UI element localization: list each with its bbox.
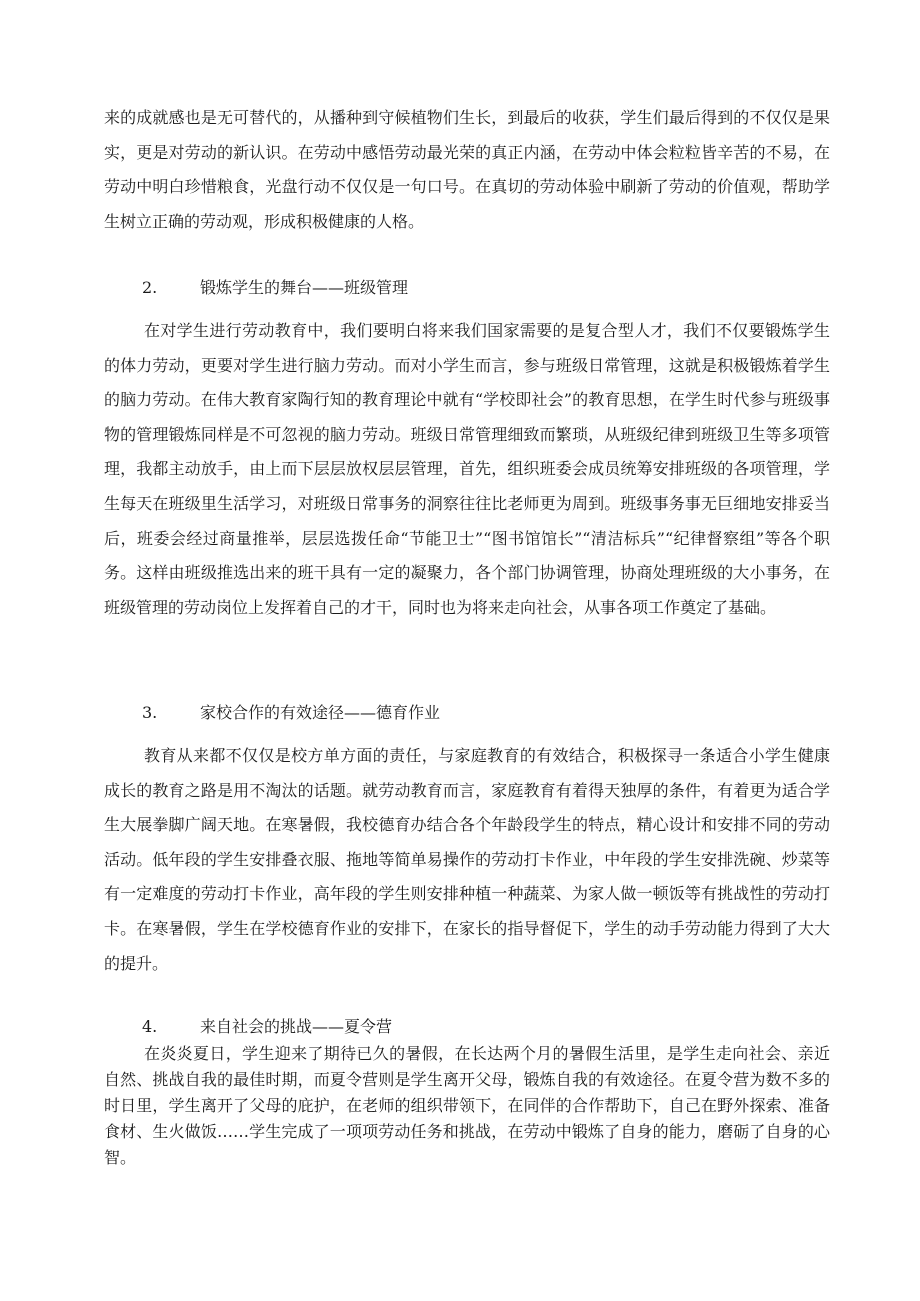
- section-number: 4.: [142, 1017, 158, 1036]
- section-title: 家校合作的有效途径——德育作业: [200, 703, 441, 722]
- intro-paragraph: 来的成就感也是无可替代的，从播种到守候植物们生长，到最后的收获，学生们最后得到的不仅仅是果实，更是对劳动的新认识。在劳动中感悟劳动最光荣的真正内涵，在劳动中体会粒粒皆辛苦的不易，在劳动中明白珍惜粮食，光盘行动不仅仅是一句口号。在真切的劳动体验中刷新了劳动的价值观，帮助学生树立正确的劳动观，形成积极健康的人格。: [104, 108, 830, 231]
- section-heading-4: [142, 1015, 392, 1039]
- section-body-2: 在对学生进行劳动教育中，我们要明白将来我们国家需要的是复合型人才，我们不仅要锻炼学生的体力劳动，更要对学生进行脑力劳动。而对小学生而言，参与班级日常管理，这就是积极锻炼着学生的脑力劳动。在伟大教育家陶行知的教育理论中就有“学校即社会”的教育思想，在学生时代参与班级事物的管理锻炼同样是不可忽视的脑力劳动。班级日常管理细致而繁琐，从班级纪律到班级卫生等多项管理，我都主动放手，由上而下层层放权层层管理，首先，组织班委会成员统筹安排班级的各项管理，学生每天在班级里生活学习，对班级日常事务的洞察往往比老师更为周到。班级事务事无巨细地安排妥当后，班委会经过商量推举，层层选拨任命“节能卫士”“图书馆馆长”“清洁标兵”“纪律督察组”等各个职务。这样由班级推选出来的班干具有一定的凝聚力，各个部门协调管理，协商处理班级的大小事务，在班级管理的劳动岗位上发挥着自己的才干，同时也为将来走向社会，从事各项工作奠定了基础。: [104, 321, 830, 617]
- section-heading-3: [142, 701, 440, 725]
- section-title: 锻炼学生的舞台——班级管理: [200, 278, 409, 297]
- section-title: 来自社会的挑战——夏令营: [200, 1017, 393, 1036]
- section-number: 3.: [142, 703, 158, 722]
- section-body-4: 在炎炎夏日，学生迎来了期待已久的暑假，在长达两个月的暑假生活里，是学生走向社会、亲近自然、挑战自我的最佳时期，而夏令营则是学生离开父母，锻炼自我的有效途径。在夏令营为数不多的时日里，学生离开了父母的庇护，在老师的组织带领下，在同伴的合作帮助下，自己在野外探索、准备食材、生火做饭……学生完成了一项项劳动任务和挑战，在劳动中锻炼了自身的能力，磨砺了自身的心智。: [104, 1044, 830, 1167]
- section-number: 2.: [142, 278, 158, 297]
- section-heading-2: [142, 276, 408, 300]
- section-body-3: 教育从来都不仅仅是校方单方面的责任，与家庭教育的有效结合，积极探寻一条适合小学生健康成长的教育之路是用不淘汰的话题。就劳动教育而言，家庭教育有着得天独厚的条件，有着更为适合学生大展拳脚广阔天地。在寒暑假，我校德育办结合各个年龄段学生的特点，精心设计和安排不同的劳动活动。低年段的学生安排叠衣服、拖地等简单易操作的劳动打卡作业，中年段的学生安排洗碗、炒菜等有一定难度的劳动打卡作业，高年段的学生则安排种植一种蔬菜、为家人做一顿饭等有挑战性的劳动打卡。在寒暑假，学生在学校德育作业的安排下，在家长的指导督促下，学生的动手劳动能力得到了大大的提升。: [104, 746, 830, 973]
